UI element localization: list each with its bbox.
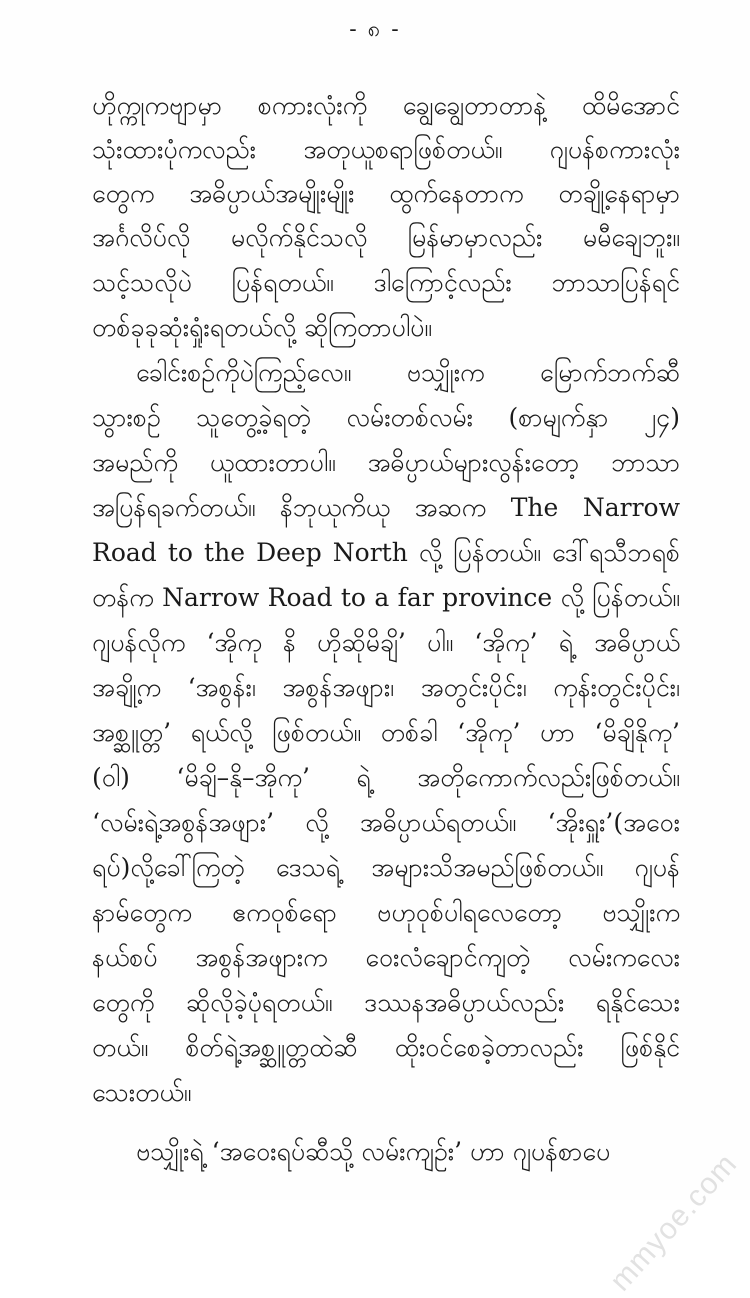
page-number: - ၈ -	[349, 17, 401, 42]
text-line: အပြန်ရခက်တယ်။ နိဘုယုကိယု အဆက The Narrow	[92, 493, 680, 522]
text-line: နာမ်တွေက ဧကဝုစ်ရော ဗဟုဝုစ်ပါရလေတော့ ဗသျှိုးက	[92, 898, 680, 927]
text-line: တစ်ခုခုဆုံးရှုံးရတယ်လို့ ဆိုကြတာပါပဲ။	[92, 313, 432, 342]
text-line: အမည်ကို ယူထားတာပါ။ အဓိပ္ပာယ်များလွန်းတော့ ဘာသာ	[92, 448, 680, 477]
text-line: ဂျပန်လိုက ‘အိုကု နိ ဟိုဆိုမိချိ’ ပါ။ ‘အိုကု’ ရဲ့ အဓိပ္ပာယ်	[92, 628, 680, 657]
watermark: mmyoe.com	[603, 1147, 744, 1298]
text-line: သေးတယ်။	[92, 1078, 192, 1107]
text-line: တွေကို ဆိုလိုခဲ့ပုံရတယ်။ ဒဿနအဓိပ္ပာယ်လည်း ရနိုင်သေး	[92, 988, 680, 1017]
text-line: အစ္ဆူတ္တ’ ရယ်လို့ ဖြစ်တယ်။ တစ်ခါ ‘အိုကု’ ဟာ ‘မိချိနိုကု’	[92, 718, 680, 747]
text-line: သင့်သလိုပဲ ပြန်ရတယ်။ ဒါကြောင့်လည်း ဘာသာပြန်ရင်	[92, 268, 680, 297]
text-line: အင်္ဂလိပ်လို မလိုက်နိုင်သလို မြန်မာမှာလည်း မမီချေဘူး။	[92, 223, 680, 252]
text-line: တယ်။ စိတ်ရဲ့အစ္ဆူတ္တထဲဆီ ထိုးဝင်စေခဲ့တာလည်း ဖြစ်နိုင်	[92, 1033, 680, 1062]
paragraph-start-line: ဗသျှိုးရဲ့ ‘အဝေးရပ်ဆီသို့ လမ်းကျဉ်း’ ဟာ ဂျပန်စာပေ	[136, 1137, 611, 1166]
text-line: ‘လမ်းရဲ့အစွန်အဖျား’ လို့ အဓိပ္ပာယ်ရတယ်။ ‘အိုးရှူး’(အဝေး	[92, 808, 680, 837]
text-line: ရပ်)လို့ခေါ်ကြတဲ့ ဒေသရဲ့ အများသိအမည်ဖြစ်တယ်။ ဂျပန်	[92, 853, 680, 882]
paragraph-start-line: ခေါင်းစဉ်ကိုပဲကြည့်လေ။ ဗသျှိုးက မြောက်ဘက်ဆီ	[136, 358, 680, 387]
text-line: Road to the Deep North လို့ ပြန်တယ်။ ဒေါ်ရသီဘရစ်	[92, 538, 680, 567]
text-line: (ဝါ) ‘မိချိ–နို–အိုကု’ ရဲ့ အတိုကောက်လည်းဖြစ်တယ်။	[92, 763, 680, 792]
text-line: သုံးထားပုံကလည်း အတုယူစရာဖြစ်တယ်။ ဂျပန်စကားလုံး	[92, 135, 680, 164]
text-line: တန်က Narrow Road to a far province လို့ ပြန်တယ်။	[92, 583, 680, 612]
text-line: နယ်စပ် အစွန်အဖျားက ဝေးလံချောင်ကျတဲ့ လမ်းကလေး	[92, 943, 680, 972]
text-line: သွားစဉ် သူတွေ့ခဲ့ရတဲ့ လမ်းတစ်လမ်း (စာမျက်နှာ ၂၄)	[92, 403, 680, 432]
text-line: တွေက အဓိပ္ပာယ်အမျိုးမျိုး ထွက်နေတာက တချို့နေရာမှာ	[92, 179, 680, 208]
text-line: ဟိုက္ကုကဗျာမှာ စကားလုံးကို ချွေချွေတာတာနဲ့ ထိမိအောင်	[92, 91, 680, 120]
text-line: အချို့က ‘အစွန်း၊ အစွန်အဖျား၊ အတွင်းပိုင်း၊ ကုန်းတွင်းပိုင်း၊	[92, 673, 680, 702]
